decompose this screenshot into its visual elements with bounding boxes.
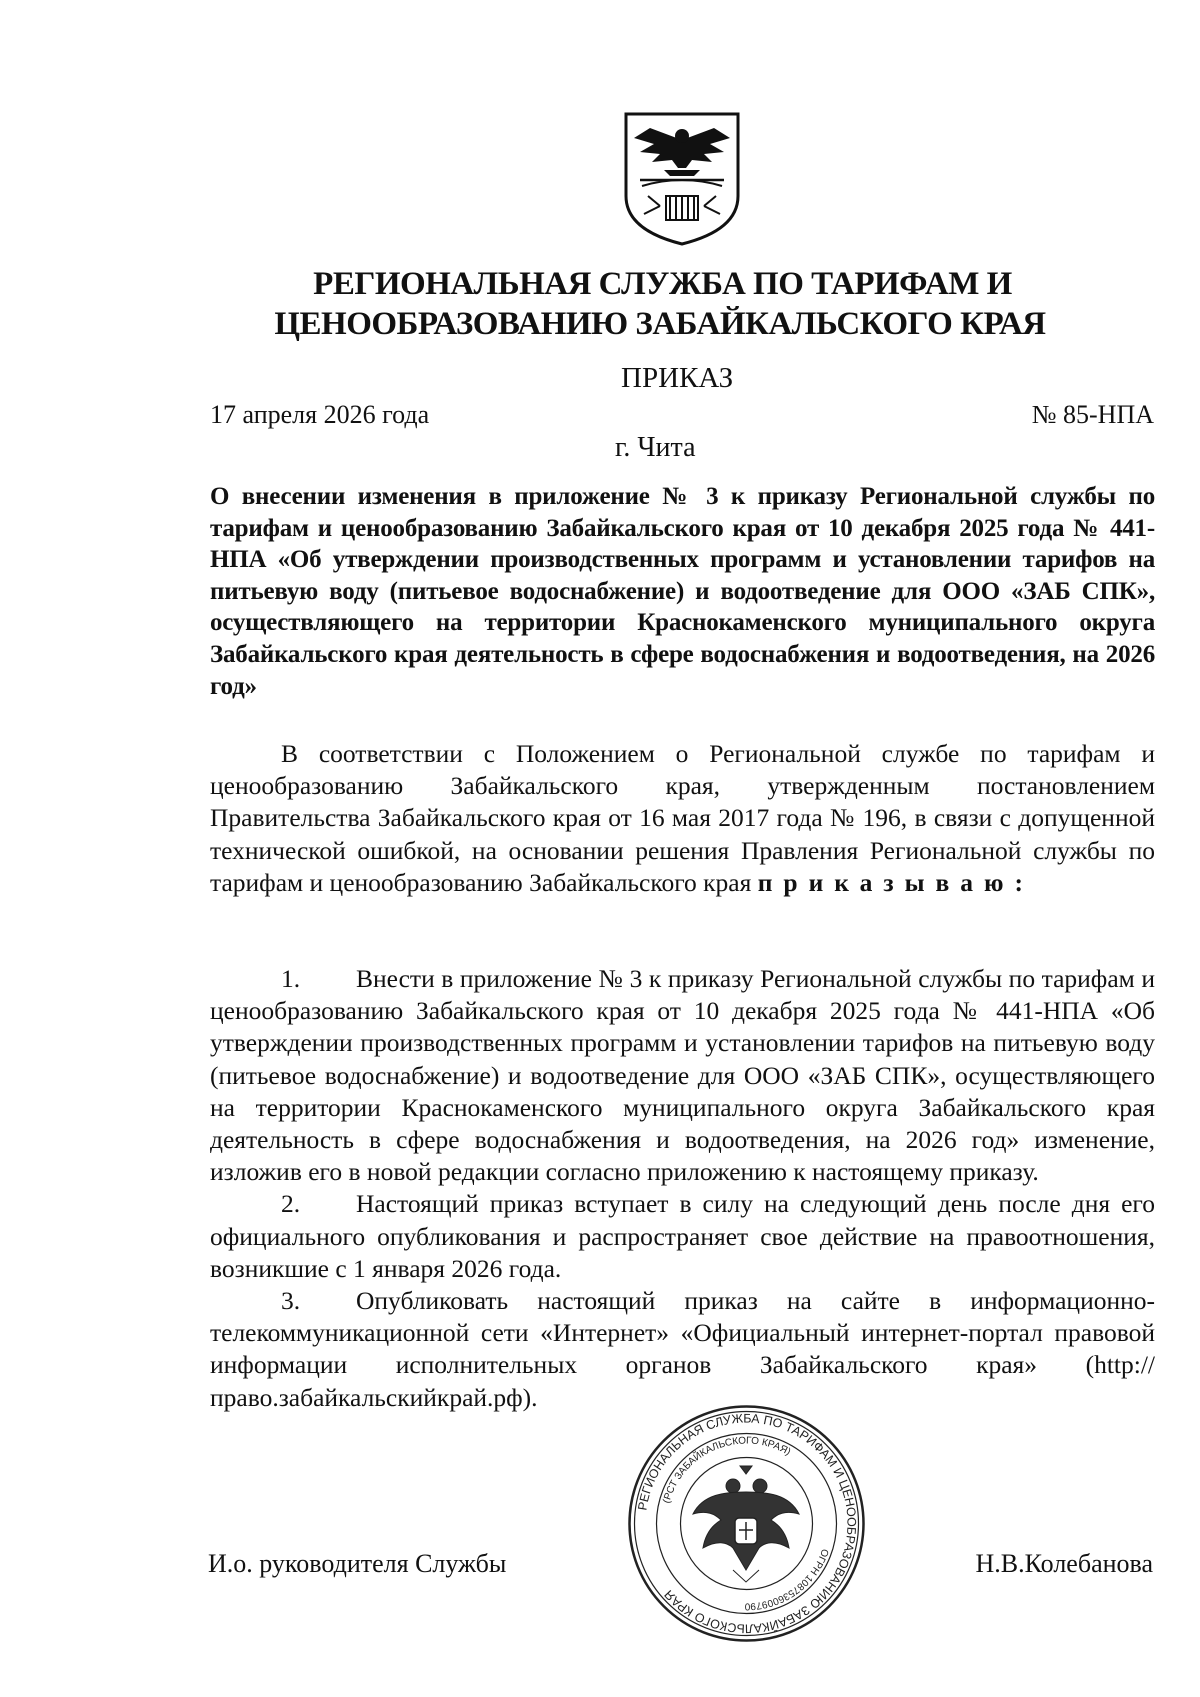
item-number: 3. [281, 1286, 301, 1316]
order-items [210, 963, 1155, 1414]
seal-outer-text: РЕГИОНАЛЬНАЯ СЛУЖБА ПО ТАРИФАМ И ЦЕНООБРАЗОВАНИЮ ЗАБАЙКАЛЬСКОГО КРАЯ [635, 1411, 859, 1636]
preamble-text: В соответствии с Положением о Региональной службе по тарифам и ценообразованию Забайкальского края, утвержденным постановлением Правительства Забайкальского края от 16 мая 2017 года № 196, в связи с допущенной технической ошибкой, на основании решения Правления Региональной службы по тарифам и ценообразованию Забайкальского края [210, 739, 1155, 897]
coat-of-arms-icon [620, 110, 744, 248]
document-number: № 85-НПА [1031, 400, 1154, 429]
seal-inner-text: (РСТ ЗАБАЙКАЛЬСКОГО КРАЯ) [661, 1435, 793, 1505]
document-title: О внесении изменения в приложение № 3 к приказу Региональной службы по тарифам и ценообразованию Забайкальского края от 10 декабря 2025 года № 441-НПА «Об утверждении производственных программ и установлении тарифов на питьевую воду (питьевое водоснабжение) и водоотведение для ООО «ЗАБ СПК», осуществляющего на территории Краснокаменского муниципального округа Забайкальского края деятельность в сфере водоснабжения и водоотведения, на 2026 год» [210, 483, 1155, 700]
preamble [210, 738, 1155, 899]
official-seal-icon [625, 1402, 868, 1645]
list-item [210, 1188, 1155, 1285]
item-text: Опубликовать настоящий приказ на сайте в информационно-телекоммуникационной сети «Интернет» «Официальный интернет-портал правовой информации исполнительных органов Забайкальского края» (http://право.забайкальскийкрай.рф). [210, 1286, 1155, 1412]
seal-ogrn: ОГРН 1087536009790 [744, 1547, 831, 1612]
order-word: приказываю: [757, 867, 1034, 897]
item-text: Внести в приложение № 3 к приказу Региональной службы по тарифам и ценообразованию Забайкальского края от 10 декабря 2025 года № 441-НПА «Об утверждении производственных программ и установлении тарифов на питьевую воду (питьевое водоснабжение) и водоотведение для ООО «ЗАБ СПК», осуществляющего на территории Краснокаменского муниципального округа Забайкальского края деятельность в сфере водоснабжения и водоотведения, на 2026 год» изменение, изложив его в новой редакции согласно приложению к настоящему приказу. [210, 964, 1155, 1187]
signature-role: И.о. руководителя Службы [208, 1549, 507, 1578]
document-city: г. Чита [615, 432, 696, 463]
item-number: 2. [281, 1189, 301, 1219]
signature-name: Н.В.Колебанова [975, 1549, 1153, 1578]
item-text: Настоящий приказ вступает в силу на следующий день после дня его официального опубликования и распространяет свое действие на правоотношения, возникшие с 1 января 2026 года. [210, 1189, 1155, 1283]
document-type: ПРИКАЗ [621, 362, 734, 394]
list-item [210, 1285, 1155, 1414]
document-date: 17 апреля 2026 года [210, 400, 430, 429]
list-item [210, 963, 1155, 1188]
item-number: 1. [281, 964, 301, 993]
header-line-1: РЕГИОНАЛЬНАЯ СЛУЖБА ПО ТАРИФАМ И [313, 266, 1012, 302]
header-line-2: ЦЕНООБРАЗОВАНИЮ ЗАБАЙКАЛЬСКОГО КРАЯ [274, 306, 1046, 342]
